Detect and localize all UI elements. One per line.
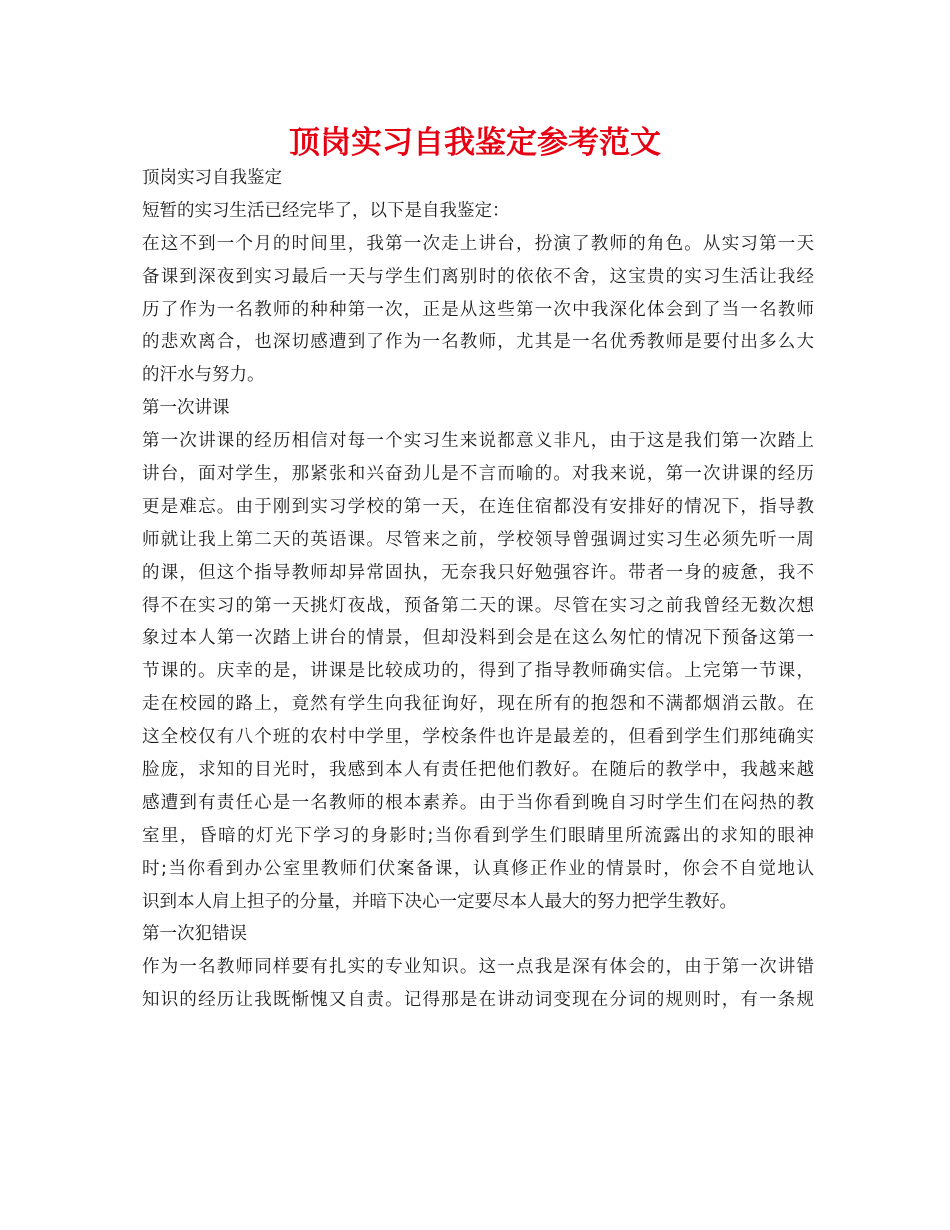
text-line: 象过本人第一次踏上讲台的情景，但却没料到会是在这么匆忙的情况下预备这第一 bbox=[142, 628, 814, 649]
text-line: 更是难忘。由于刚到实习学校的第一天，在连住宿都没有安排好的情况下，指导教 bbox=[142, 496, 814, 517]
text-line: 室里，昏暗的灯光下学习的身影时;当你看到学生们眼睛里所流露出的求知的眼神 bbox=[142, 825, 814, 846]
text-line: 节课的。庆幸的是，讲课是比较成功的，得到了指导教师确实信。上完第一节课， bbox=[142, 661, 814, 682]
text-line: 师就让我上第二天的英语课。尽管来之前，学校领导曾强调过实习生必须先听一周 bbox=[142, 529, 814, 550]
text-line: 第一次犯错误 bbox=[142, 924, 247, 945]
text-line: 走在校园的路上，竟然有学生向我征询好，现在所有的抱怨和不满都烟消云散。在 bbox=[142, 694, 814, 715]
text-line: 作为一名教师同样要有扎实的专业知识。这一点我是深有体会的，由于第一次讲错 bbox=[142, 957, 814, 978]
text-line: 第一次讲课的经历相信对每一个实习生来说都意义非凡，由于这是我们第一次踏上 bbox=[142, 431, 814, 452]
document-title: 顶岗实习自我鉴定参考范文 bbox=[289, 125, 661, 161]
text-line: 的课，但这个指导教师却异常固执，无奈我只好勉强容许。带者一身的疲惫，我不 bbox=[142, 562, 814, 583]
text-line: 第一次讲课 bbox=[142, 398, 230, 419]
text-line: 历了作为一名教师的种种第一次，正是从这些第一次中我深化体会到了当一名教师 bbox=[142, 299, 814, 320]
text-line: 在这不到一个月的时间里，我第一次走上讲台，扮演了教师的角色。从实习第一天 bbox=[142, 233, 814, 254]
document-body bbox=[142, 162, 814, 1017]
text-line: 时;当你看到办公室里教师们伏案备课，认真修正作业的情景时，你会不自觉地认 bbox=[142, 858, 814, 879]
text-line: 知识的经历让我既惭愧又自责。记得那是在讲动词变现在分词的规则时，有一条规 bbox=[142, 990, 814, 1011]
text-line: 感遭到有责任心是一名教师的根本素养。由于当你看到晚自习时学生们在闷热的教 bbox=[142, 792, 814, 813]
text-line: 备课到深夜到实习最后一天与学生们离别时的依依不舍，这宝贵的实习生活让我经 bbox=[142, 266, 814, 287]
text-line: 这全校仅有八个班的农村中学里，学校条件也许是最差的，但看到学生们那纯确实 bbox=[142, 727, 814, 748]
text-line: 短暂的实习生活已经完毕了，以下是自我鉴定： bbox=[142, 200, 510, 221]
text-line: 得不在实习的第一天挑灯夜战，预备第二天的课。尽管在实习之前我曾经无数次想 bbox=[142, 595, 814, 616]
text-line: 的汗水与努力。 bbox=[142, 365, 265, 386]
text-line: 讲台，面对学生，那紧张和兴奋劲儿是不言而喻的。对我来说，第一次讲课的经历 bbox=[142, 464, 814, 485]
text-line: 的悲欢离合，也深切感遭到了作为一名教师，尤其是一名优秀教师是要付出多么大 bbox=[142, 332, 814, 353]
text-line: 脸庞，求知的目光时，我感到本人有责任把他们教好。在随后的教学中，我越来越 bbox=[142, 760, 814, 781]
text-line: 顶岗实习自我鉴定 bbox=[142, 168, 282, 188]
text-line: 识到本人肩上担子的分量，并暗下决心一定要尽本人最大的努力把学生教好。 bbox=[142, 891, 737, 912]
